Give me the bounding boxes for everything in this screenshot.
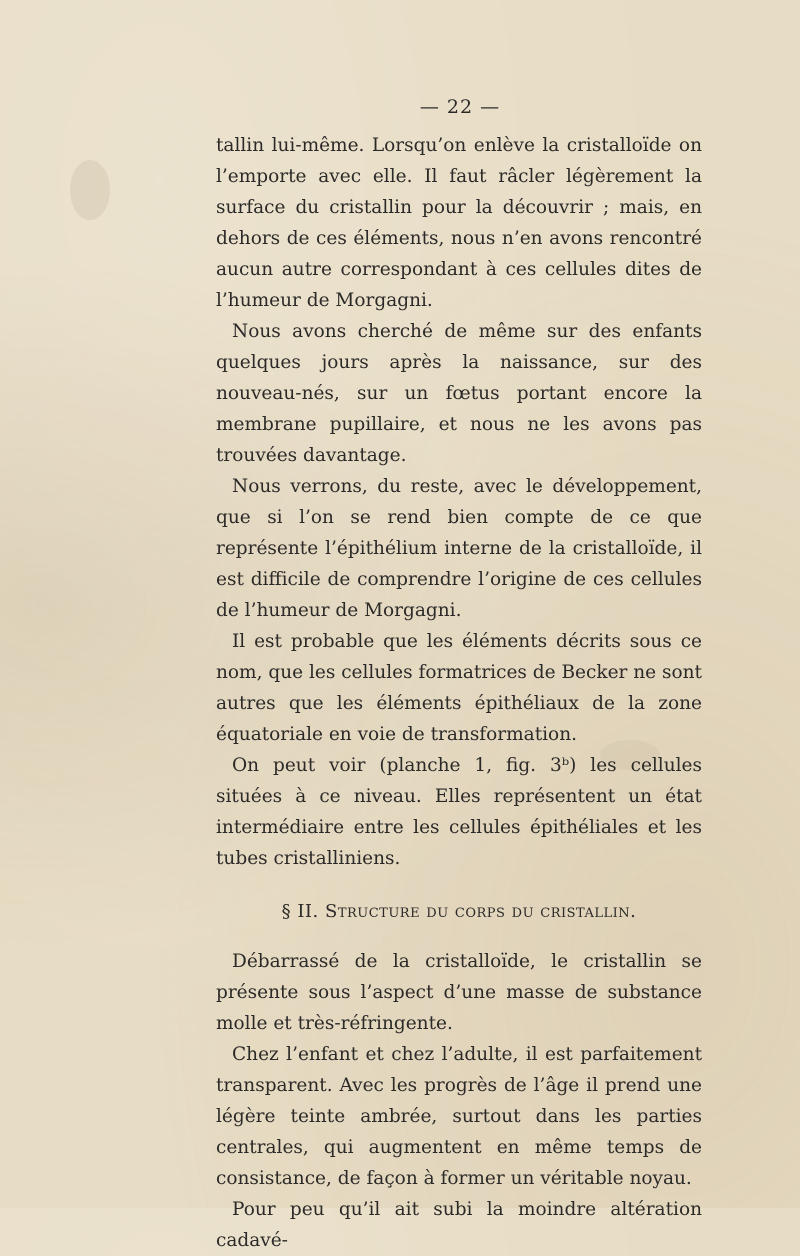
section-heading <box>216 898 702 926</box>
paragraph: Nous avons cherché de même sur des enfants quelques jours après la naissance, sur des nouveau-nés, sur un fœtus portant encore la membrane pupillaire, et nous ne les avons pas trouvées davantage. <box>216 321 702 466</box>
section-title: Structure du corps du cristallin. <box>324 901 637 922</box>
paper-stain <box>70 160 110 220</box>
paragraph: Débarrassé de la cristalloïde, le cristallin se présente sous l’aspect d’une masse de substance molle et très-réfringente. <box>216 951 702 1034</box>
paragraph: Il est probable que les éléments décrits sous ce nom, que les cellules formatrices de Becker ne sont autres que les éléments épithéliaux de la zone équatoriale en voie de transformation. <box>216 631 702 745</box>
page-number: — 22 — <box>419 96 501 118</box>
paragraph: Chez l’enfant et chez l’adulte, il est parfaitement transparent. Avec les progrès de l’âge il prend une légère teinte ambrée, surtout dans les parties centrales, qui augmentent en même temps de consistance, de façon à former un véritable noyau. <box>216 1044 702 1189</box>
paragraph: tallin lui-même. Lorsqu’on enlève la cristalloïde on l’emporte avec elle. Il faut râcler légèrement la surface du cristallin pour la découvrir ; mais, en dehors de ces éléments, nous n’en avons rencontré aucun autre correspondant à ces cellules dites de l’humeur de Morgagni. <box>216 135 702 311</box>
paragraph: Pour peu qu’il ait subi la moindre altération cadavé- <box>216 1199 702 1251</box>
paragraph: Nous verrons, du reste, avec le développement, que si l’on se rend bien compte de ce que représente l’épithélium interne de la cristalloïde, il est difficile de comprendre l’origine de ces cellules de l’humeur de Morgagni. <box>216 476 702 621</box>
body-text <box>216 130 702 1256</box>
paragraph: On peut voir (planche 1, fig. 3ᵇ) les cellules situées à ce niveau. Elles représentent un état intermédiaire entre les cellules épithéliales et les tubes cristalliniens. <box>216 755 702 869</box>
section-number: § II. <box>281 901 325 922</box>
